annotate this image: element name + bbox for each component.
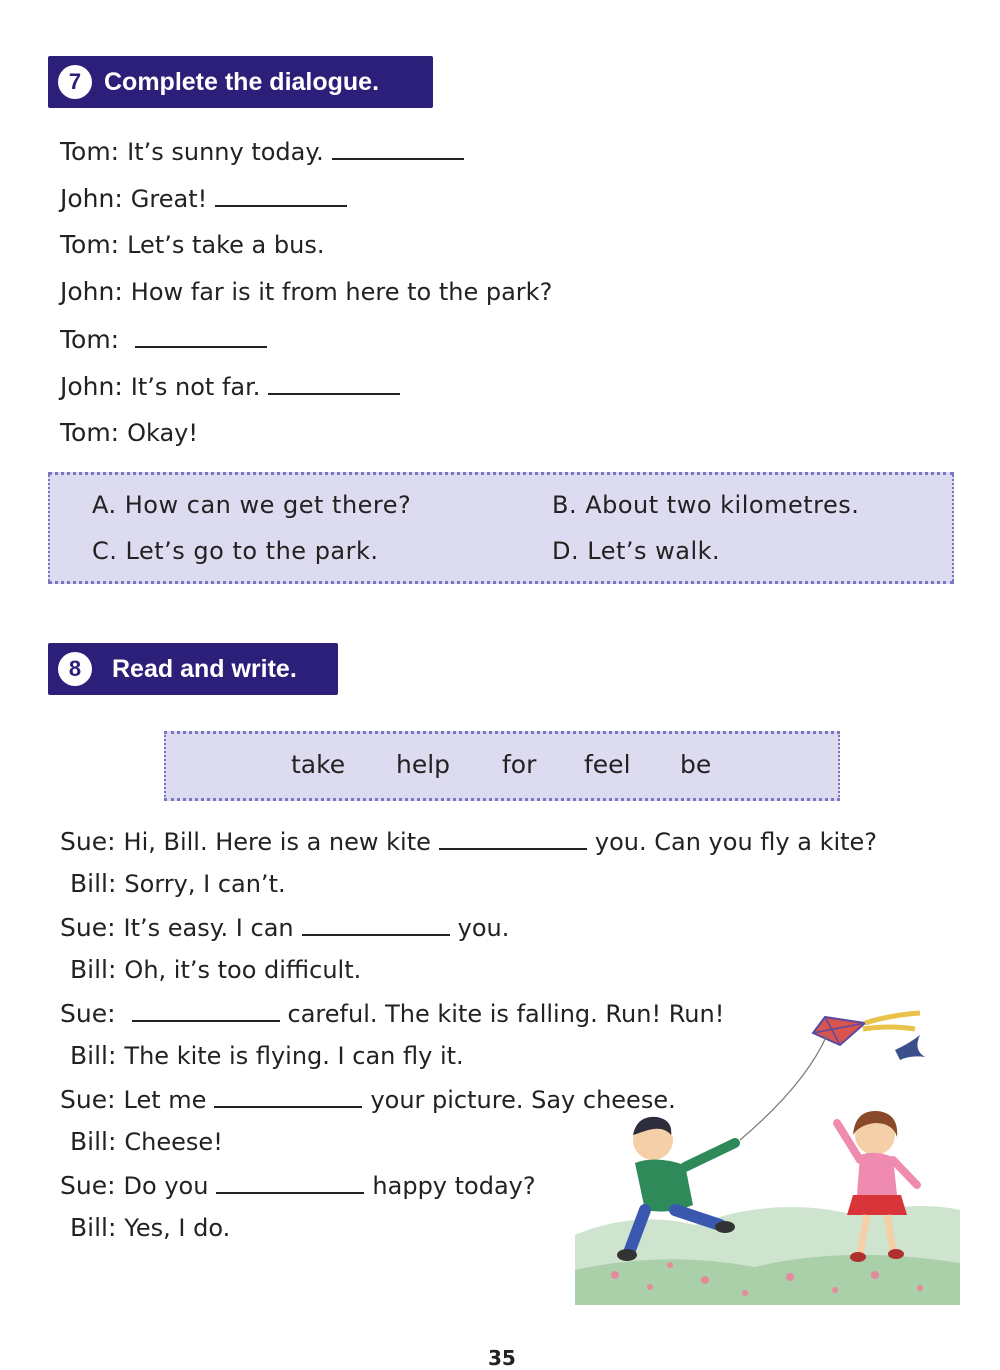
option-c: C. Let’s go to the park. <box>92 537 379 565</box>
answer-blank[interactable] <box>439 826 587 850</box>
section-7-title: Complete the dialogue. <box>104 67 380 96</box>
page-number: 35 <box>488 1346 516 1370</box>
line-text: Let’s take a bus. <box>127 231 325 259</box>
speaker: Sue: <box>60 1171 116 1200</box>
line-text-after: happy today? <box>372 1172 536 1200</box>
line-text: It’s sunny today. <box>127 138 324 166</box>
dialogue-line-4 <box>60 277 552 307</box>
line-text: It’s not far. <box>130 373 261 401</box>
dialogue-line-1 <box>60 136 472 167</box>
speaker: Sue: <box>60 913 116 942</box>
word-bank-item: help <box>396 750 451 779</box>
read-write-line-4 <box>70 955 361 985</box>
speaker: Bill: <box>70 1127 117 1156</box>
line-text-before: Do you <box>123 1172 209 1200</box>
speaker: Sue: <box>60 1085 116 1114</box>
option-d: D. Let’s walk. <box>552 537 721 565</box>
speaker: Sue: <box>60 999 116 1028</box>
speaker: Tom: <box>60 418 120 447</box>
line-text: The kite is flying. I can fly it. <box>124 1042 464 1070</box>
read-write-line-2 <box>70 869 286 899</box>
read-write-line-9 <box>60 1170 536 1201</box>
answer-blank[interactable] <box>214 1084 362 1108</box>
kite-children-illustration <box>575 1005 960 1305</box>
speaker: Bill: <box>70 1041 117 1070</box>
line-text: How far is it from here to the park? <box>130 278 553 306</box>
option-b: B. About two kilometres. <box>552 491 860 519</box>
word-bank-item: take <box>291 750 346 779</box>
read-write-line-6 <box>70 1041 464 1071</box>
answer-blank[interactable] <box>132 998 280 1022</box>
dialogue-line-5 <box>60 324 275 355</box>
dialogue-line-2 <box>60 183 355 214</box>
word-bank-item: for <box>502 750 537 779</box>
read-write-line-1 <box>60 826 877 857</box>
line-text-after: you. <box>457 914 510 942</box>
read-write-line-10 <box>70 1213 230 1243</box>
speaker: Bill: <box>70 955 117 984</box>
kite-icon <box>813 1013 920 1045</box>
line-text: Yes, I do. <box>124 1214 231 1242</box>
section-8-title: Read and write. <box>112 654 297 683</box>
line-text: Okay! <box>127 419 199 447</box>
dialogue-line-3 <box>60 230 324 260</box>
read-write-line-8 <box>70 1127 223 1157</box>
line-text-before: Hi, Bill. Here is a new kite <box>123 828 431 856</box>
answer-blank[interactable] <box>135 324 267 348</box>
answer-blank[interactable] <box>332 136 464 160</box>
speaker: Tom: <box>60 325 120 354</box>
option-a: A. How can we get there? <box>92 491 412 519</box>
answer-blank[interactable] <box>215 183 347 207</box>
speaker: John: <box>60 184 123 213</box>
read-write-line-3 <box>60 912 509 943</box>
line-text-before: Let me <box>123 1086 207 1114</box>
options-box <box>48 472 954 584</box>
speaker: Tom: <box>60 137 120 166</box>
speaker: Bill: <box>70 1213 117 1242</box>
speaker: John: <box>60 372 123 401</box>
line-text-after: careful. The kite is falling. Run! Run! <box>287 1000 725 1028</box>
dialogue-line-7 <box>60 418 198 448</box>
word-bank <box>164 731 840 801</box>
word-bank-item: be <box>680 750 712 779</box>
answer-blank[interactable] <box>268 371 400 395</box>
line-text-after: your picture. Say cheese. <box>370 1086 676 1114</box>
speaker: Tom: <box>60 230 120 259</box>
dialogue-line-6 <box>60 371 408 402</box>
word-bank-item: feel <box>584 750 631 779</box>
line-text: Oh, it’s too difficult. <box>124 956 362 984</box>
line-text-after: you. Can you fly a kite? <box>594 828 878 856</box>
speaker: John: <box>60 277 123 306</box>
section-7-number: 7 <box>58 65 92 99</box>
speaker: Sue: <box>60 827 116 856</box>
speaker: Bill: <box>70 869 117 898</box>
section-7-header <box>48 56 433 108</box>
line-text: Great! <box>130 185 208 213</box>
line-text: Sorry, I can’t. <box>124 870 286 898</box>
section-8-number: 8 <box>58 652 92 686</box>
answer-blank[interactable] <box>216 1170 364 1194</box>
answer-blank[interactable] <box>302 912 450 936</box>
line-text-before: It’s easy. I can <box>123 914 294 942</box>
section-8-header <box>48 643 338 695</box>
line-text: Cheese! <box>124 1128 223 1156</box>
